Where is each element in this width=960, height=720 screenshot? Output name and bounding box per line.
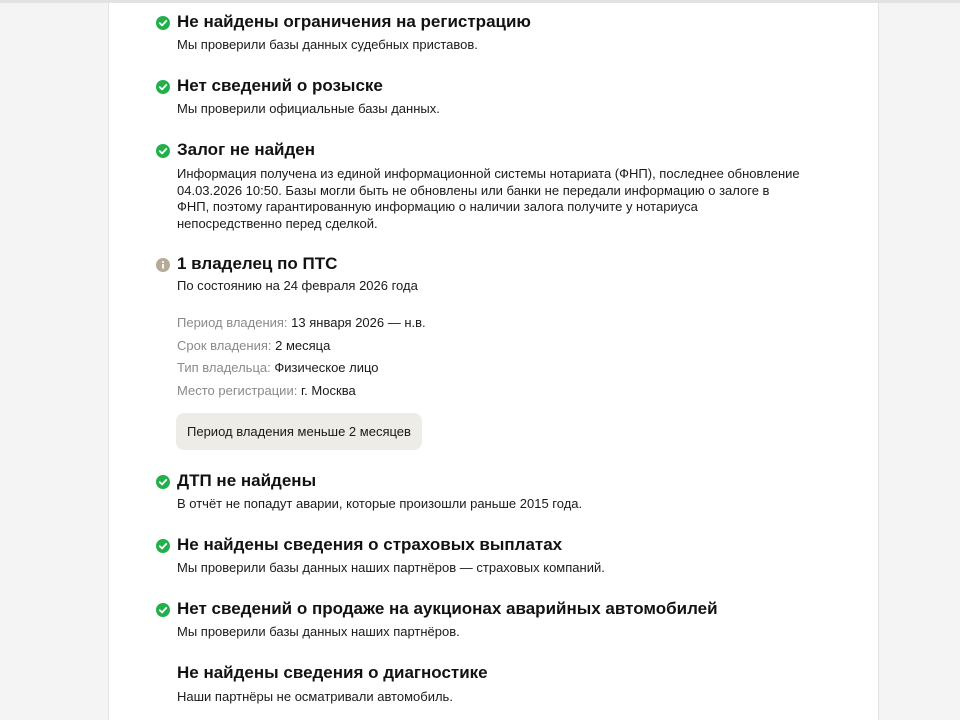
detail-ownership-duration [177,338,330,354]
check-description: В отчёт не попадут аварии, которые произошли раньше 2015 года. [177,496,583,511]
check-title: Нет сведений о продаже на аукционах аварийных автомобилей [177,599,718,618]
check-title: Не найдены сведения о страховых выплатах [177,535,563,554]
detail-label: Срок владения: [177,338,272,353]
detail-value: 2 месяца [275,338,331,353]
check-circle-icon [156,144,170,158]
check-circle-icon [156,475,170,489]
check-description: Мы проверили базы данных наших партнёров — страховых компаний. [177,560,605,575]
check-description: Мы проверили базы данных судебных приставов. [177,37,478,52]
ownership-notice-badge: Период владения меньше 2 месяцев [176,413,422,450]
check-circle-icon [156,16,170,30]
detail-value: г. Москва [300,383,356,398]
check-title: Не найдены сведения о диагностике [177,663,488,682]
detail-registration-place [177,383,356,399]
detail-ownership-period [177,315,426,331]
check-circle-icon [156,603,170,617]
check-title: Не найдены ограничения на регистрацию [177,12,531,31]
check-description: Мы проверили официальные базы данных. [177,101,440,116]
detail-owner-type [177,360,379,376]
info-circle-icon [156,258,170,272]
report-card [108,3,879,720]
check-description: По состоянию на 24 февраля 2026 года [177,278,418,293]
check-circle-icon [156,539,170,553]
check-description: Информация получена из единой информационной системы нотариата (ФНП), последнее обновление 04.03.2026 10:50. Базы могли быть не обновлены или банки не передали информацию о залоге в ФНП, поэтому гарантированную информацию о наличии залога получите у нотариуса непосредственно перед сделкой. [177,166,800,231]
check-title: 1 владелец по ПТС [177,254,338,273]
check-description: Мы проверили базы данных наших партнёров. [177,624,460,639]
check-circle-icon [156,80,170,94]
detail-value: Физическое лицо [274,360,379,375]
check-description: Наши партнёры не осматривали автомобиль. [177,689,453,704]
check-title: Залог не найден [177,140,316,159]
detail-label: Место регистрации: [177,383,298,398]
check-title: ДТП не найдены [177,471,317,490]
detail-label: Период владения: [177,315,288,330]
detail-label: Тип владельца: [177,360,271,375]
check-title: Нет сведений о розыске [177,76,383,95]
detail-value: 13 января 2026 — н.в. [291,315,426,330]
